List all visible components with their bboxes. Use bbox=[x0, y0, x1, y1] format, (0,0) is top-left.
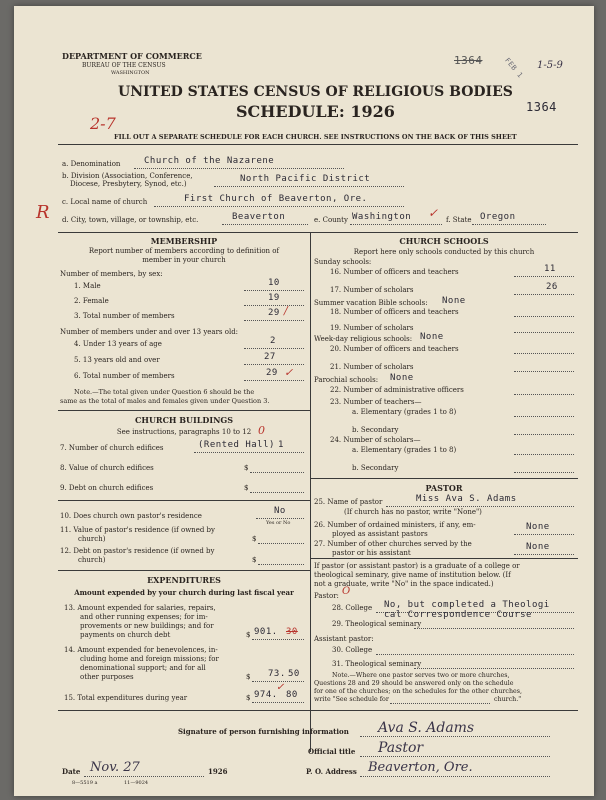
q27-value: None bbox=[526, 542, 550, 552]
q23a-label: a. Elementary (grades 1 to 8) bbox=[352, 408, 457, 416]
red-r-mark: R bbox=[36, 202, 50, 223]
red-mark: 2-7 bbox=[90, 114, 116, 133]
q17-label: 17. Number of scholars bbox=[330, 286, 414, 294]
q7-count: 1 bbox=[278, 440, 284, 450]
membership-sub-1: Report number of members according to definition of bbox=[88, 247, 280, 255]
q21-label: 21. Number of scholars bbox=[330, 363, 414, 371]
state-value: Oregon bbox=[480, 212, 516, 222]
signature-value: Ava S. Adams bbox=[378, 720, 475, 736]
membership-heading: MEMBERSHIP bbox=[150, 236, 218, 246]
pastor-note-3: for one of the churches; on the schedules for the other churches, bbox=[314, 688, 522, 695]
red-check-q3: / bbox=[284, 304, 288, 317]
pastor-sub-label: Pastor: bbox=[314, 592, 339, 600]
q3-label: 3. Total number of members bbox=[74, 312, 175, 320]
pastor-note-4: write "See schedule for bbox=[314, 696, 389, 703]
grad-note-1: If pastor (or assistant pastor) is a graduate of a college or bbox=[314, 562, 520, 570]
q27-label: 27. Number of other churches served by the bbox=[314, 540, 472, 548]
q24a-label: a. Elementary (grades 1 to 8) bbox=[352, 446, 457, 454]
q26-label-2: ployed as assistant pastors bbox=[332, 530, 428, 538]
q13-line-4: payments on church debt bbox=[80, 631, 171, 639]
q12-label: 12. Debt on pastor's residence (if owned by bbox=[60, 547, 215, 555]
q1-value: 10 bbox=[268, 278, 280, 288]
q14-line-2: cluding home and foreign missions; for bbox=[80, 655, 219, 663]
parochial-label: Parochial schools: bbox=[314, 376, 379, 384]
pastor-note-1: Note.—Where one pastor serves two or more churches, bbox=[332, 672, 510, 679]
local-name-value: First Church of Beaverton, Ore. bbox=[184, 194, 368, 204]
q24-label: 24. Number of scholars— bbox=[330, 436, 421, 444]
date-label: Date bbox=[62, 767, 81, 776]
q13-line-2: and other running expenses; for im- bbox=[80, 613, 208, 621]
buildings-sub: See instructions, paragraphs 10 to 12 bbox=[116, 428, 252, 436]
q14-value: 73. bbox=[268, 669, 286, 679]
q14-dollar: $ bbox=[246, 673, 251, 681]
q3-value: 29 bbox=[268, 308, 280, 318]
q25-note: (If church has no pastor, write "None") bbox=[344, 508, 482, 516]
q4-label: 4. Under 13 years of age bbox=[74, 340, 162, 348]
q2-label: 2. Female bbox=[74, 297, 109, 305]
q15-label: 15. Total expenditures during year bbox=[64, 694, 188, 702]
grad-note-2: theological seminary, give name of institution below. (If bbox=[314, 571, 511, 579]
q28-label: 28. College bbox=[332, 604, 373, 612]
corner-note: 1-5-9 bbox=[537, 60, 563, 71]
weekday-value: None bbox=[420, 332, 444, 342]
summer-value: None bbox=[442, 296, 466, 306]
q11-dollar: $ bbox=[252, 535, 257, 543]
city-value: Beaverton bbox=[232, 212, 286, 222]
date-year: 1926 bbox=[208, 767, 228, 776]
membership-note-1: Note.—The total given under Question 6 should be the bbox=[74, 388, 255, 396]
parochial-value: None bbox=[390, 373, 414, 383]
bureau-name: BUREAU OF THE CENSUS bbox=[82, 62, 166, 69]
division-value: North Pacific District bbox=[240, 174, 371, 184]
dept-name: DEPARTMENT OF COMMERCE bbox=[62, 51, 202, 61]
division-label-2: Diocese, Presbytery, Synod, etc.) bbox=[70, 180, 187, 188]
q5-label: 5. 13 years old and over bbox=[74, 356, 160, 364]
expenditures-sub: Amount expended by your church during last fiscal year bbox=[74, 588, 294, 597]
q10-label: 10. Does church own pastor's residence bbox=[60, 512, 202, 520]
q9-dollar: $ bbox=[244, 484, 249, 492]
q14-cents: 50 bbox=[288, 669, 300, 679]
q14-line-4: other purposes bbox=[80, 673, 134, 681]
bureau-city: WASHINGTON bbox=[111, 70, 150, 76]
q9-label: 9. Debt on church edifices bbox=[60, 484, 154, 492]
official-title-value: Pastor bbox=[378, 740, 424, 756]
q31-label: 31. Theological seminary bbox=[332, 660, 422, 668]
q16-value: 11 bbox=[544, 264, 556, 274]
schools-heading: CHURCH SCHOOLS bbox=[399, 236, 489, 246]
q30-label: 30. College bbox=[332, 646, 373, 654]
q12-dollar: $ bbox=[252, 556, 257, 564]
q18-label: 18. Number of officers and teachers bbox=[330, 308, 459, 316]
county-label: e. County bbox=[314, 216, 348, 224]
schedule-title: SCHEDULE: 1926 bbox=[236, 102, 395, 121]
q12-label-2: church) bbox=[78, 556, 106, 564]
buildings-heading: CHURCH BUILDINGS bbox=[135, 415, 233, 425]
q23b-label: b. Secondary bbox=[352, 426, 399, 434]
membership-note-2: same as the total of males and females given under Question 3. bbox=[60, 397, 270, 405]
q15-value: 974. bbox=[254, 690, 278, 700]
q7-value: (Rented Hall) bbox=[198, 440, 275, 450]
q22-label: 22. Number of administrative officers bbox=[330, 386, 464, 394]
q13-value: 901. bbox=[254, 627, 278, 637]
summer-label: Summer vacation Bible schools: bbox=[314, 299, 428, 307]
stamp-struck-number: 1364 bbox=[454, 54, 483, 67]
q8-dollar: $ bbox=[244, 464, 249, 472]
q13-cents: 30 bbox=[286, 627, 298, 637]
age-heading: Number of members under and over 13 years old: bbox=[60, 328, 239, 336]
address-label: P. O. Address bbox=[306, 767, 357, 776]
q16-label: 16. Number of officers and teachers bbox=[330, 268, 459, 276]
q13-dollar: $ bbox=[246, 631, 251, 639]
stamp-number: 1364 bbox=[526, 100, 557, 114]
q2-value: 19 bbox=[268, 293, 280, 303]
q11-label-2: church) bbox=[78, 535, 106, 543]
q26-label: 26. Number of ordained ministers, if any, em- bbox=[314, 521, 476, 529]
q28-value-1: No, but completed a Theologi bbox=[384, 600, 550, 610]
q25-label: 25. Name of pastor bbox=[314, 498, 383, 506]
red-zero-mark: 0 bbox=[258, 424, 265, 437]
assistant-label: Assistant pastor: bbox=[314, 635, 374, 643]
q19-label: 19. Number of scholars bbox=[330, 324, 414, 332]
stamp-date: FEB 1 bbox=[503, 56, 525, 80]
q8-label: 8. Value of church edifices bbox=[60, 464, 154, 472]
q13-line-1: 13. Amount expended for salaries, repairs, bbox=[64, 604, 216, 612]
county-value: Washington bbox=[352, 212, 412, 222]
q10-value: No bbox=[274, 506, 286, 516]
q6-value: 29 bbox=[266, 368, 278, 378]
denomination-value: Church of the Nazarene bbox=[144, 156, 275, 166]
q5-value: 27 bbox=[264, 352, 276, 362]
q23-label: 23. Number of teachers— bbox=[330, 398, 422, 406]
form-code-2: 11—9024 bbox=[124, 780, 149, 786]
q28-value-2: cal Correspondence Course bbox=[384, 610, 532, 620]
form-code: 8—5519 a bbox=[72, 780, 98, 786]
instruction-line: FILL OUT A SEPARATE SCHEDULE FOR EACH CHURCH. SEE INSTRUCTIONS ON THE BACK OF THIS SHEET bbox=[114, 133, 517, 141]
pastor-note-2: Questions 28 and 29 should be answered only on the schedule bbox=[314, 680, 514, 687]
q4-value: 2 bbox=[270, 336, 276, 346]
red-zero-pastor: O bbox=[342, 586, 351, 597]
red-check-q15: ✓ bbox=[276, 682, 285, 693]
q17-value: 26 bbox=[546, 282, 558, 292]
state-label: f. State bbox=[446, 216, 472, 224]
q20-label: 20. Number of officers and teachers bbox=[330, 345, 459, 353]
city-label: d. City, town, village, or township, etc. bbox=[62, 216, 199, 224]
q6-label: 6. Total number of members bbox=[74, 372, 175, 380]
red-check-county: ✓ bbox=[428, 206, 439, 220]
yes-no-hint: Yes or No bbox=[266, 520, 291, 526]
red-check-q6: ✓ bbox=[284, 366, 294, 379]
official-title-label: Official title bbox=[308, 747, 356, 756]
membership-sub-2: member in your church bbox=[142, 256, 226, 264]
sunday-label: Sunday schools: bbox=[314, 258, 372, 266]
q26-value: None bbox=[526, 522, 550, 532]
denomination-label: a. Denomination bbox=[62, 160, 121, 168]
q25-value: Miss Ava S. Adams bbox=[416, 494, 517, 504]
q27-label-2: pastor or his assistant bbox=[332, 549, 411, 557]
q13-line-3: provements or new buildings; and for bbox=[80, 622, 214, 630]
by-sex-label: Number of members, by sex: bbox=[60, 270, 163, 278]
q15-dollar: $ bbox=[246, 694, 251, 702]
signature-label: Signature of person furnishing information bbox=[178, 727, 349, 736]
q7-label: 7. Number of church edifices bbox=[60, 444, 164, 452]
pastor-heading: PASTOR bbox=[425, 483, 463, 493]
q1-label: 1. Male bbox=[74, 282, 101, 290]
q15-cents: 80 bbox=[286, 690, 298, 700]
division-label: b. Division (Association, Conference, bbox=[62, 172, 193, 180]
pastor-note-5: church." bbox=[494, 696, 522, 703]
q24b-label: b. Secondary bbox=[352, 464, 399, 472]
date-value: Nov. 27 bbox=[90, 760, 140, 775]
expenditures-heading: EXPENDITURES bbox=[147, 575, 221, 585]
q11-label: 11. Value of pastor's residence (if owned by bbox=[60, 526, 215, 534]
local-name-label: c. Local name of church bbox=[62, 198, 148, 206]
q29-label: 29. Theological seminary bbox=[332, 620, 422, 628]
q14-line-1: 14. Amount expended for benevolences, in- bbox=[64, 646, 218, 654]
grad-note-3: not a graduate, write "No" in the space indicated.) bbox=[314, 580, 494, 588]
form-title: UNITED STATES CENSUS OF RELIGIOUS BODIES bbox=[118, 84, 513, 100]
census-form bbox=[14, 6, 594, 796]
address-value: Beaverton, Ore. bbox=[368, 760, 473, 775]
q14-line-3: denominational support; and for all bbox=[80, 664, 206, 672]
weekday-label: Week-day religious schools: bbox=[314, 335, 413, 343]
schools-sub: Report here only schools conducted by this church bbox=[353, 248, 535, 256]
